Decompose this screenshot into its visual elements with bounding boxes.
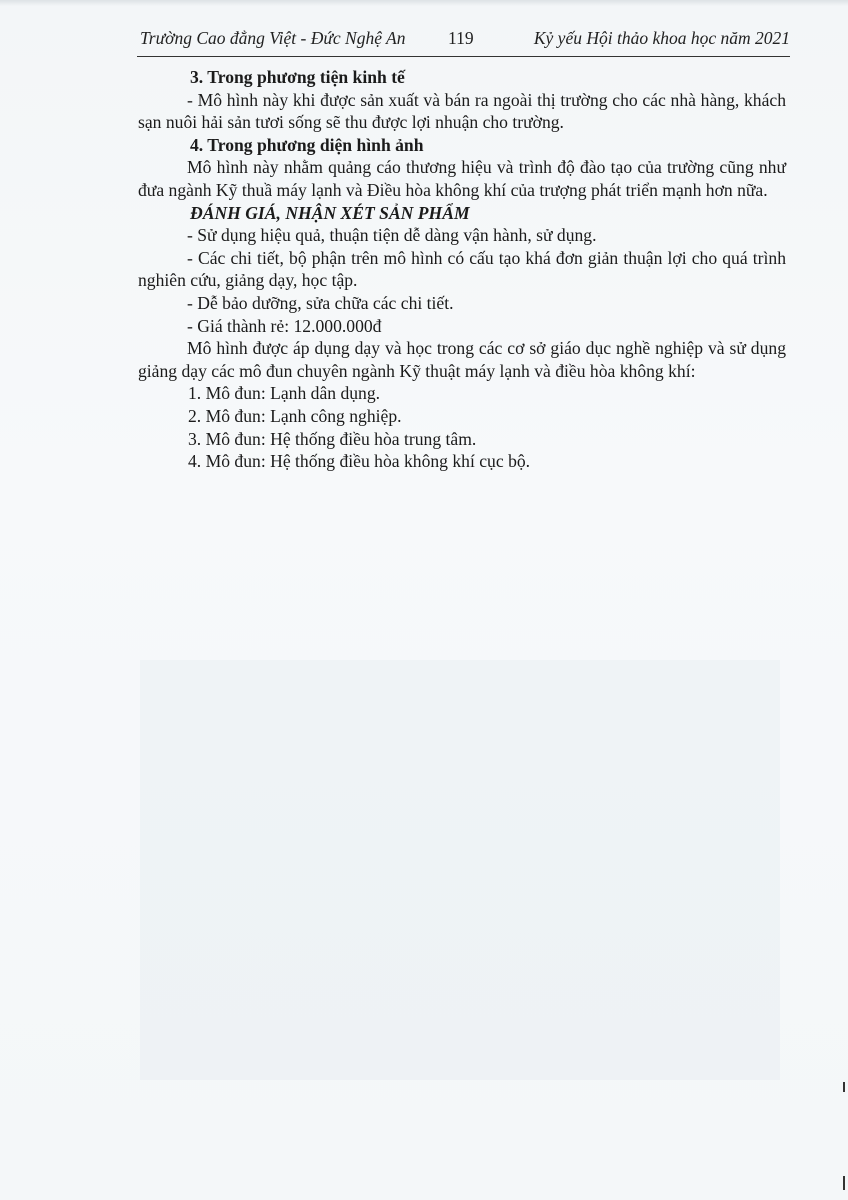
- section-3-heading: 3. Trong phương tiện kinh tế: [190, 67, 405, 87]
- page-number: 119: [448, 28, 474, 48]
- page-top-edge: [0, 0, 848, 6]
- section-3-paragraph: - Mô hình này khi được sản xuất và bán ra ngoài thị trường cho các nhà hàng, khách sạn nuôi hải sản tươi sống sẽ thu được lợi nhuận cho trường.: [138, 89, 786, 133]
- scan-edge-mark: [843, 1176, 845, 1190]
- body-text: [138, 66, 786, 473]
- header-proceedings-title: Kỷ yếu Hội thảo khoa học năm 2021: [533, 28, 790, 48]
- scan-edge-mark: [843, 1082, 845, 1092]
- evaluation-item: - Dễ bảo dưỡng, sửa chữa các chi tiết.: [187, 292, 454, 313]
- module-item: 1. Mô đun: Lạnh dân dụng.: [188, 383, 381, 404]
- section-4-heading: 4. Trong phương diện hình ảnh: [190, 134, 424, 155]
- evaluation-item: - Sử dụng hiệu quả, thuận tiện dễ dàng vận hành, sử dụng.: [187, 225, 597, 246]
- application-paragraph: Mô hình được áp dụng dạy và học trong các cơ sở giáo dục nghề nghiệp và sử dụng giảng dạy các mô đun chuyên ngành Kỹ thuật máy lạnh và điều hòa không khí:: [138, 338, 786, 381]
- module-item: 2. Mô đun: Lạnh công nghiệp.: [188, 405, 402, 426]
- header-institution: Trường Cao đẳng Việt - Đức Nghệ An: [140, 28, 406, 48]
- module-item: 3. Mô đun: Hệ thống điều hòa trung tâm.: [188, 428, 477, 449]
- evaluation-item: - Các chi tiết, bộ phận trên mô hình có cấu tạo khá đơn giản thuận lợi cho quá trình nghiên cứu, giảng dạy, học tập.: [138, 247, 786, 291]
- bleed-through-area: [140, 660, 780, 1080]
- evaluation-heading: ĐÁNH GIÁ, NHẬN XÉT SẢN PHẨM: [190, 202, 470, 223]
- evaluation-item: - Giá thành rẻ: 12.000.000đ: [187, 315, 382, 336]
- running-header: [140, 28, 790, 54]
- header-rule: [137, 56, 790, 57]
- section-4-paragraph: Mô hình này nhằm quảng cáo thương hiệu và trình độ đào tạo của trường cũng như đưa ngành Kỹ thuầ máy lạnh và Điều hòa không khí của trượng phát triển mạnh hơn nữa.: [138, 157, 786, 200]
- module-item: 4. Mô đun: Hệ thống điều hòa không khí cục bộ.: [188, 451, 531, 472]
